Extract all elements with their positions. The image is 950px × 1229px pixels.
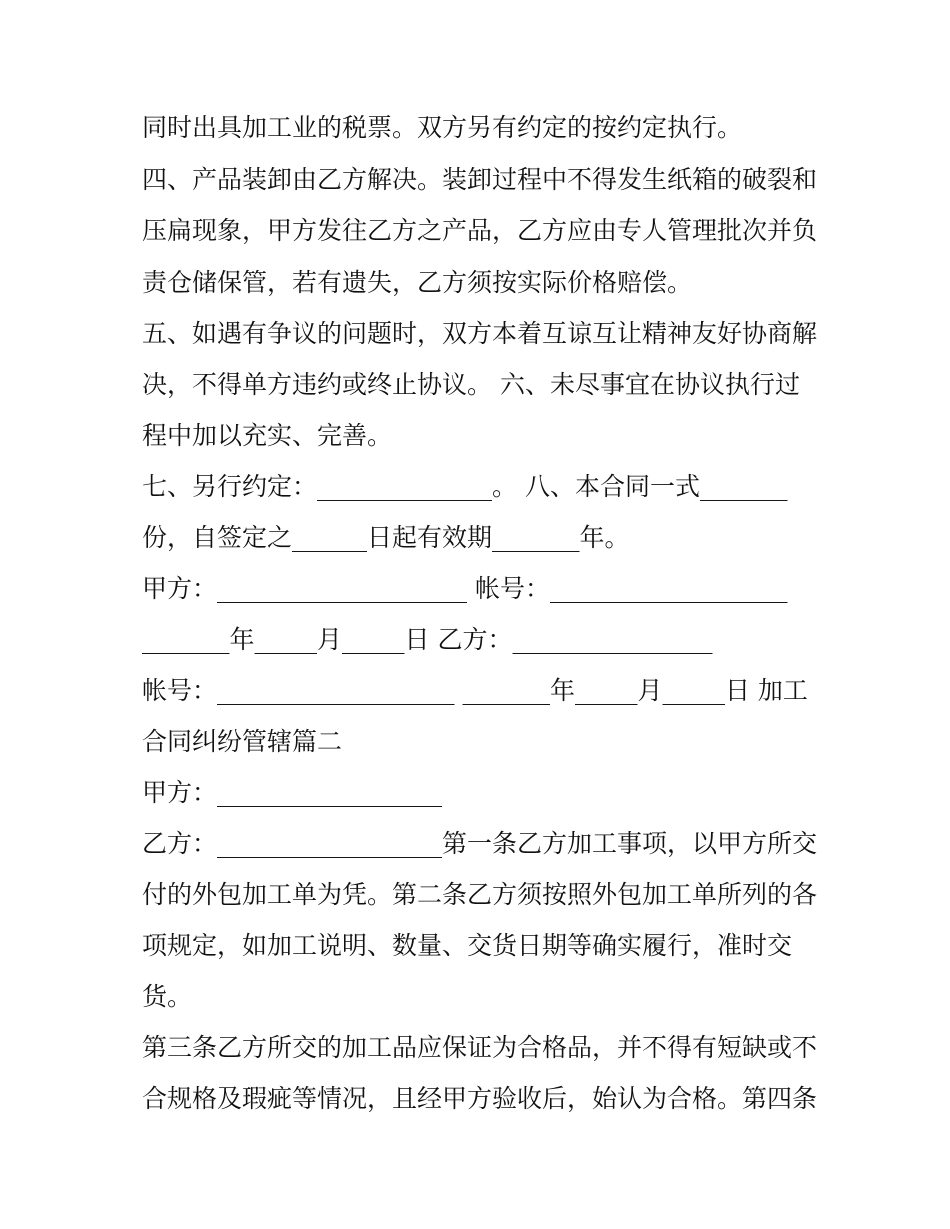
text-line: 合规格及瑕疵等情况，且经甲方验收后，始认为合格。第四条 [142, 1084, 818, 1113]
signature-line-account: 帐号：___________________ _______年_____月_____日 加工 [142, 676, 808, 705]
text-line: 五、如遇有争议的问题时，双方本着互谅互让精神友好协商解 [142, 319, 818, 348]
text-line: 七、另行约定：______________。 八、本合同一式_______ [142, 472, 788, 501]
text-line: 程中加以充实、完善。 [142, 421, 393, 450]
signature-line-party-a: 甲方：____________________ 帐号：___________________ [142, 574, 788, 603]
text-line: 决，不得单方违约或终止协议。 六、未尽事宜在协议执行过 [142, 370, 800, 399]
text-line: 份，自签定之______日起有效期_______年。 [142, 523, 630, 552]
text-line: 压扁现象，甲方发往乙方之产品，乙方应由专人管理批次并负 [142, 216, 818, 245]
party-b-line: 乙方：__________________第一条乙方加工事项，以甲方所交 [142, 829, 818, 858]
text-line: 同时出具加工业的税票。双方另有约定的按约定执行。 [142, 113, 743, 142]
text-line: 第三条乙方所交的加工品应保证为合格品，并不得有短缺或不 [142, 1033, 818, 1062]
section-title: 合同纠纷管辖篇二 [142, 727, 343, 756]
text-line: 货。 [142, 982, 193, 1011]
text-line: 项规定，如加工说明、数量、交货日期等确实履行，准时交 [142, 931, 793, 960]
signature-line-date-party-b: _______年_____月_____日 乙方：________________ [142, 625, 713, 654]
text-line: 四、产品装卸由乙方解决。装卸过程中不得发生纸箱的破裂和 [142, 165, 818, 194]
text-line: 付的外包加工单为凭。第二条乙方须按照外包加工单所列的各 [142, 880, 818, 909]
party-a-line: 甲方：__________________ [142, 778, 443, 807]
text-line: 责仓储保管，若有遗失，乙方须按实际价格赔偿。 [142, 268, 693, 297]
